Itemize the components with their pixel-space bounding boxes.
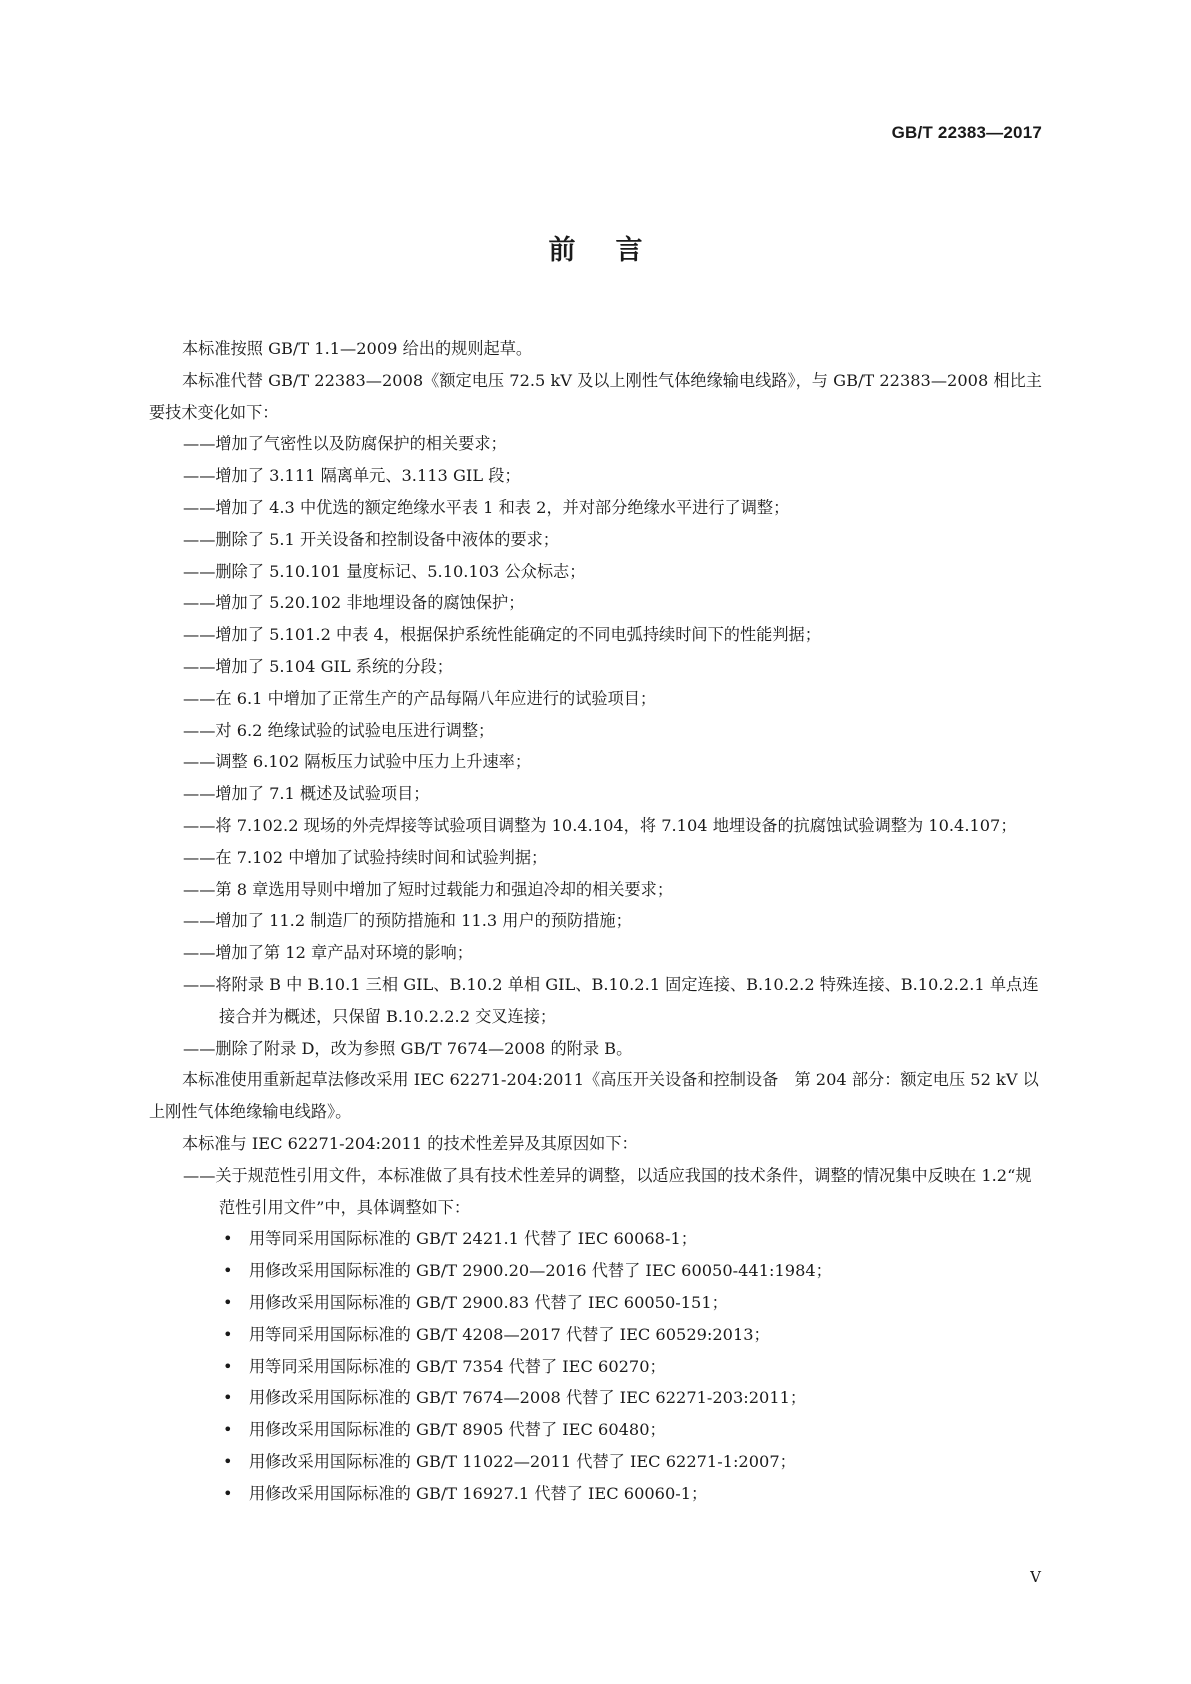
list-item: • 用等同采用国际标准的 GB/T 7354 代替了 IEC 60270； <box>149 1351 1042 1383</box>
list-item: ——增加了 5.101.2 中表 4，根据保护系统性能确定的不同电弧持续时间下的性能判据； <box>183 625 821 645</box>
bullet-icon: • <box>223 1229 233 1249</box>
paragraph-differences: 本标准与 IEC 62271-204:2011 的技术性差异及其原因如下： <box>182 1133 638 1153</box>
page-title: 前言 <box>548 235 683 266</box>
bullet-icon: • <box>223 1388 233 1408</box>
bullet-icon: • <box>223 1483 233 1503</box>
list-item: ——调整 6.102 隔板压力试验中压力上升速率； <box>183 752 532 772</box>
changes-list <box>149 428 1042 1064</box>
list-item: ——删除了 5.1 开关设备和控制设备中液体的要求； <box>183 529 559 549</box>
list-item: ——增加了 5.20.102 非地埋设备的腐蚀保护； <box>183 593 525 613</box>
list-item: • 用等同采用国际标准的 GB/T 2421.1 代替了 IEC 60068-1； <box>149 1223 1042 1255</box>
bullet-icon: • <box>223 1451 233 1471</box>
list-item: ——对 6.2 绝缘试验的试验电压进行调整； <box>183 720 495 740</box>
list-item: ——增加了气密性以及防腐保护的相关要求； <box>183 434 507 454</box>
list-item: ——增加了第 12 章产品对环境的影响； <box>183 943 473 963</box>
bullet-icon: • <box>223 1292 233 1312</box>
reference-list <box>149 1223 1042 1509</box>
bullet-icon: • <box>223 1356 233 1376</box>
list-item: ——增加了 11.2 制造厂的预防措施和 11.3 用户的预防措施； <box>183 911 632 931</box>
bullet-icon: • <box>223 1324 233 1344</box>
list-item: ——在 6.1 中增加了正常生产的产品每隔八年应进行的试验项目； <box>183 688 657 708</box>
list-item: ——将附录 B 中 B.10.1 三相 GIL、B.10.2 单相 GIL、B.10.2.1 固定连接、B.10.2.2 特殊连接、B.10.2.2.1 单点连接合并为概述，只保留 B.10.2.2.2 交叉连接； <box>183 974 1039 1026</box>
standard-number: GB/T 22383—2017 <box>891 123 1042 142</box>
list-item: ——增加了 5.104 GIL 系统的分段； <box>183 656 453 676</box>
list-item: • 用修改采用国际标准的 GB/T 2900.20—2016 代替了 IEC 60050-441:1984； <box>149 1255 1042 1287</box>
list-item: ——将 7.102.2 现场的外壳焊接等试验项目调整为 10.4.104，将 7.104 地埋设备的抗腐蚀试验调整为 10.4.107； <box>183 815 1017 835</box>
list-item: ——增加了 4.3 中优选的额定绝缘水平表 1 和表 2，并对部分绝缘水平进行了调整； <box>183 497 790 517</box>
list-item: • 用等同采用国际标准的 GB/T 4208—2017 代替了 IEC 60529:2013； <box>149 1319 1042 1351</box>
bullet-icon: • <box>223 1420 233 1440</box>
list-item: ——在 7.102 中增加了试验持续时间和试验判据； <box>183 847 548 867</box>
bullet-icon: • <box>223 1261 233 1281</box>
document-body <box>149 333 1042 1509</box>
list-item: ——增加了 3.111 隔离单元、3.113 GIL 段； <box>183 466 521 486</box>
list-item: • 用修改采用国际标准的 GB/T 8905 代替了 IEC 60480； <box>149 1414 1042 1446</box>
list-item: • 用修改采用国际标准的 GB/T 2900.83 代替了 IEC 60050-151； <box>149 1287 1042 1319</box>
list-item: ——删除了附录 D，改为参照 GB/T 7674—2008 的附录 B。 <box>183 1038 633 1058</box>
paragraph-replaces: 本标准代替 GB/T 22383—2008《额定电压 72.5 kV 及以上刚性气体绝缘输电线路》，与 GB/T 22383—2008 相比主要技术变化如下： <box>149 370 1042 422</box>
list-item: ——删除了 5.10.101 量度标记、5.10.103 公众标志； <box>183 561 586 581</box>
page-number: V <box>1030 1568 1041 1586</box>
list-item: ——第 8 章选用导则中增加了短时过载能力和强迫冷却的相关要求； <box>183 879 674 899</box>
differences-intro: ——关于规范性引用文件，本标准做了具有技术性差异的调整，以适应我国的技术条件，调整的情况集中反映在 1.2“规范性引用文件”中，具体调整如下： <box>183 1165 1032 1217</box>
list-item: • 用修改采用国际标准的 GB/T 7674—2008 代替了 IEC 62271-203:2011； <box>149 1382 1042 1414</box>
list-item: • 用修改采用国际标准的 GB/T 16927.1 代替了 IEC 60060-1； <box>149 1478 1042 1510</box>
list-item: ——增加了 7.1 概述及试验项目； <box>183 784 430 804</box>
list-item: • 用修改采用国际标准的 GB/T 11022—2011 代替了 IEC 62271-1:2007； <box>149 1446 1042 1478</box>
paragraph-drafting-rules: 本标准按照 GB/T 1.1—2009 给出的规则起草。 <box>182 339 533 358</box>
paragraph-adoption: 本标准使用重新起草法修改采用 IEC 62271-204:2011《高压开关设备和控制设备 第 204 部分：额定电压 52 kV 以上刚性气体绝缘输电线路》。 <box>149 1070 1039 1122</box>
